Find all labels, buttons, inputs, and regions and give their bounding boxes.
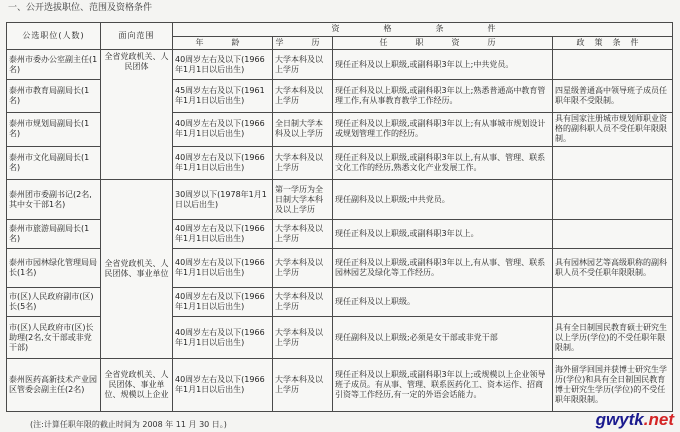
cell-education: 第一学历为全日制大学本科及以上学历 (273, 180, 333, 220)
cell-education: 大学本科及以上学历 (273, 248, 333, 287)
cell-tenure: 现任副科及以上职级;中共党员。 (333, 180, 553, 220)
cell-age: 40周岁左右及以下(1966年1月1日以后出生) (173, 147, 273, 180)
cell-age: 40周岁左右及以下(1966年1月1日以后出生) (173, 359, 273, 412)
cell-tenure: 现任正科及以上职级。 (333, 287, 553, 317)
cell-other: 海外留学回国并获博士研究生学历(学位)和具有全日制国民教育博士研究生学历(学位)的不受任职年限限制。 (553, 359, 673, 412)
site-watermark (596, 410, 674, 430)
cell-age: 40周岁左右及以下(1966年1月1日以后出生) (173, 248, 273, 287)
cell-tenure: 现任正科及以上职级,或副科职3年以上;有从事城市规划设计或规划管理工作的经历。 (333, 112, 553, 147)
header-tenure: 任 职 资 历 (333, 36, 553, 50)
table-row (7, 359, 673, 412)
cell-position: 泰州市旅游局副局长(1名) (7, 220, 101, 248)
cell-scope: 全省党政机关、人民团体、事业单位 (101, 180, 173, 359)
cell-tenure: 现任正科及以上职级,或副科职3年以上。 (333, 220, 553, 248)
cell-other: 具有国家注册城市规划师职业资格的副科职人员不受任职年限限制。 (553, 112, 673, 147)
cell-tenure: 现任副科及以上职级;必须是女干部或非党干部 (333, 317, 553, 359)
header-position: 公选职位(人数) (7, 23, 101, 50)
cell-education: 大学本科及以上学历 (273, 147, 333, 180)
watermark-text: gwytk (595, 410, 644, 429)
cell-position: 泰州市文化局副局长(1名) (7, 147, 101, 180)
cell-position: 泰州市委办公室副主任(1名) (7, 50, 101, 80)
cell-position: 市(区)人民政府市(区)长助理(2名,女干部或非党干部) (7, 317, 101, 359)
cell-other (553, 50, 673, 80)
cell-age: 40周岁左右及以下(1966年1月1日以后出生) (173, 112, 273, 147)
cell-age: 40周岁左右及以下(1966年1月1日以后出生) (173, 287, 273, 317)
cell-education: 大学本科及以上学历 (273, 220, 333, 248)
cell-tenure: 现任正科及以上职级,或副科职3年以上,有从事、管理、联系园林园艺及绿化等工作经历。 (333, 248, 553, 287)
cell-education: 大学本科及以上学历 (273, 287, 333, 317)
cell-position: 泰州团市委副书记(2名,其中女干部1名) (7, 180, 101, 220)
cell-other (553, 147, 673, 180)
cell-other (553, 180, 673, 220)
cell-age: 45周岁左右及以下(1961年1月1日以后出生) (173, 79, 273, 112)
cell-education: 大学本科及以上学历 (273, 50, 333, 80)
cell-position: 市(区)人民政府副市(区)长(5名) (7, 287, 101, 317)
header-scope: 面向范围 (101, 23, 173, 50)
cell-scope: 全省党政机关、人民团体 (101, 50, 173, 180)
cell-education: 全日制大学本科及以上学历 (273, 112, 333, 147)
header-age: 年 龄 (173, 36, 273, 50)
cell-tenure: 现任正科及以上职级,或副科职3年以上;或规模以上企业领导班子成员。有从事、管理、联系医药化工、资本运作、招商引资等工作经历,有一定的外语会话能力。 (333, 359, 553, 412)
cell-education: 大学本科及以上学历 (273, 359, 333, 412)
header-qualifications: 资 格 条 件 (173, 23, 673, 37)
cell-age: 40周岁左右及以下(1966年1月1日以后出生) (173, 220, 273, 248)
table-row (7, 180, 673, 220)
cell-tenure: 现任正科及以上职级,或副科职3年以上;中共党员。 (333, 50, 553, 80)
cell-scope: 全省党政机关、人民团体、事业单位、规模以上企业 (101, 359, 173, 412)
cell-age: 30周岁以下(1978年1月1日以后出生) (173, 180, 273, 220)
cell-other (553, 287, 673, 317)
cell-position: 泰州市教育局副局长(1名) (7, 79, 101, 112)
cell-other: 四星级普通高中领导班子成员任职年限不受限制。 (553, 79, 673, 112)
cell-other: 具有全日制国民教育硕士研究生以上学历(学位)的不受任职年限限制。 (553, 317, 673, 359)
cell-education: 大学本科及以上学历 (273, 79, 333, 112)
cell-age: 40周岁左右及以下(1966年1月1日以后出生) (173, 50, 273, 80)
cell-position: 泰州市园林绿化管理局局长(1名) (7, 248, 101, 287)
header-other: 政策条件 (553, 36, 673, 50)
cell-age: 40周岁左右及以下(1966年1月1日以后出生) (173, 317, 273, 359)
cell-education: 大学本科及以上学历 (273, 317, 333, 359)
cell-position: 泰州市规划局副局长(1名) (7, 112, 101, 147)
table-row (7, 50, 673, 80)
cell-tenure: 现任正科及以上职级,或副科职3年以上;熟悉普通高中教育管理工作,有从事教育教学工作经历。 (333, 79, 553, 112)
section-heading: 一、公开选拔职位、范围及资格条件 (8, 3, 153, 13)
cell-other (553, 220, 673, 248)
positions-table (6, 22, 673, 412)
cell-other: 具有园林园艺等高级职称的副科职人员不受任职年限限制。 (553, 248, 673, 287)
footnote: (注:计算任职年限的截止时间为 2008 年 11 月 30 日。) (30, 420, 227, 429)
cell-position: 泰州医药高新技术产业园区管委会副主任(2名) (7, 359, 101, 412)
header-education: 学 历 (273, 36, 333, 50)
cell-tenure: 现任正科及以上职级,或副科职3年以上,有从事、管理、联系文化工作的经历,熟悉文化产业发展工作。 (333, 147, 553, 180)
watermark-domain: .net (643, 410, 674, 429)
